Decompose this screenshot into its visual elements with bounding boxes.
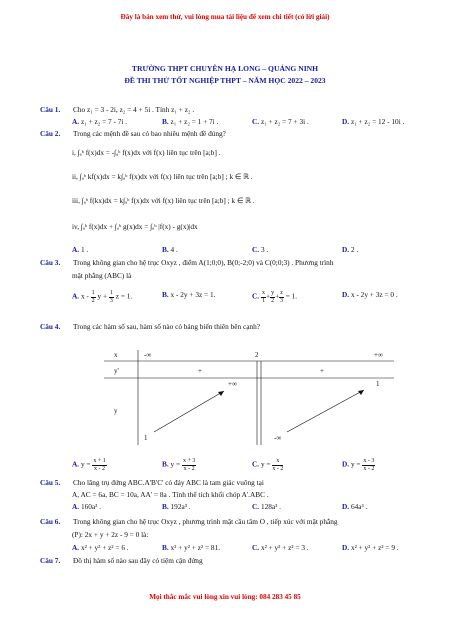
question-label: Câu 6. bbox=[40, 517, 61, 526]
option-a: z₁ + z₂ = 7 - 7i . bbox=[80, 117, 128, 126]
statement-iv: iv, ∫ₐᵇ f(x)dx + ∫ₐᵇ g(x)dx = ∫ₐᵇ |f(x) - g(x)|dx bbox=[72, 222, 198, 231]
statement-iii: iii, ∫ₐᵇ f(kx)dx = k∫ₐᵇ f(x)dx với f(x) liên tục trên [a;b] ; k ∈ ℝ . bbox=[72, 196, 255, 205]
row-label-yprime: y' bbox=[114, 367, 119, 375]
question-5-text2: A, AC = 6a, BC = 10a, AA' = 8a . Tính thể tích khối chóp A'.ABC . bbox=[72, 490, 269, 499]
option-d: 2 . bbox=[350, 245, 359, 254]
option-c: z₁ + z₂ = 7 + 3i . bbox=[260, 117, 309, 126]
footer-contact: Mọi thắc mắc vui lòng xin vui lòng: 084 283 45 85 bbox=[149, 593, 301, 601]
option-b: x - 2y + 3z = 1. bbox=[170, 290, 216, 299]
option-c: x² + y² + z² = 3 . bbox=[260, 543, 309, 552]
option-b: z₁ + z₂ = 1 + 7i . bbox=[170, 117, 219, 126]
statement-ii: ii, ∫ₐᵇ kf(x)dx = k∫ₐᵇ f(x)dx với f(x) liên tục trên [a;b] ; k ∈ ℝ . bbox=[72, 172, 253, 181]
question-3 bbox=[40, 258, 333, 267]
question-label: Câu 5. bbox=[40, 478, 61, 487]
option-d: $\frac{x - 3}{x - 2}$ bbox=[363, 458, 375, 472]
x-value: +∞ bbox=[374, 351, 383, 359]
option-d: z₁ + z₂ = 12 - 10i . bbox=[350, 117, 405, 126]
x-value: 2 bbox=[255, 351, 259, 359]
option-a: 160a³ . bbox=[80, 502, 101, 511]
y-value: 1 bbox=[144, 434, 148, 442]
question-text: Trong không gian cho hệ trục Oxyz , phương trình mặt cầu tâm O , tiếp xúc với mặt phẳng bbox=[73, 517, 338, 526]
option-a: x² + y² + z² = 6 . bbox=[80, 543, 129, 552]
question-text: Cho lăng trụ đứng ABC.A'B'C' có đáy ABC là tam giác vuông tại bbox=[73, 478, 264, 487]
exam-title: ĐỀ THI THỬ TỐT NGHIỆP THPT – NĂM HỌC 2022 – 2023 bbox=[124, 76, 326, 85]
question-text: Cho z₁ = 3 - 2i, z₂ = 4 + 5i . Tính z₁ + z₂ . bbox=[73, 105, 195, 114]
question-6 bbox=[40, 517, 338, 526]
school-title: TRƯỜNG THPT CHUYÊN HẠ LONG – QUẢNG NINH bbox=[131, 64, 319, 73]
row-label-y: y bbox=[114, 407, 118, 415]
question-1 bbox=[40, 105, 194, 114]
option-d: 64a³ . bbox=[350, 502, 368, 511]
option-c: = 1. bbox=[285, 291, 298, 301]
option-a: $\frac{x + 1}{x - 2}$ bbox=[93, 458, 106, 472]
option-d: x² + y² + z² = 9 . bbox=[350, 543, 399, 552]
variation-table bbox=[104, 350, 394, 445]
question-label: Câu 1. bbox=[40, 105, 61, 114]
sign: + bbox=[198, 367, 202, 375]
y-value: +∞ bbox=[228, 380, 237, 388]
question-text: Trong các hàm số sau, hàm số nào có bảng biến thiên bên cạnh? bbox=[73, 322, 260, 331]
question-5 bbox=[40, 478, 264, 487]
question-label: Câu 7. bbox=[40, 556, 61, 565]
option-b: 192a³ . bbox=[170, 502, 191, 511]
row-label-x: x bbox=[114, 351, 118, 359]
sign: + bbox=[320, 367, 324, 375]
option-a: 1 . bbox=[80, 245, 89, 254]
y-value: 1 bbox=[376, 380, 380, 388]
y-value: -∞ bbox=[274, 434, 282, 442]
option-b: $\frac{x + 3}{x - 2}$ bbox=[182, 458, 196, 472]
option-a: z = 1. bbox=[115, 291, 133, 301]
question-2 bbox=[40, 129, 226, 138]
question-3-text2: mặt phẳng (ABC) là bbox=[72, 271, 132, 280]
question-text: Trong các mệnh đề sau có bao nhiêu mệnh đề đúng? bbox=[73, 129, 226, 138]
option-c: 128a³ . bbox=[260, 502, 281, 511]
option-b: 4 . bbox=[170, 245, 178, 254]
question-label: Câu 2. bbox=[40, 129, 61, 138]
preview-notice: Đây là bản xem thử, vui lòng mua tài liệu để xem chi tiết (có lời giải) bbox=[120, 13, 330, 21]
question-6-text2: (P): 2x + y + 2z - 9 = 0 là: bbox=[72, 530, 149, 539]
option-c: 3 . bbox=[260, 245, 269, 254]
question-text: Đồ thị hàm số nào sau đây có tiệm cận đứng bbox=[73, 556, 203, 565]
question-label: Câu 4. bbox=[40, 322, 61, 331]
question-text: Trong không gian cho hệ trục Oxyz , điểm A(1;0;0), B(0;-2;0) và C(0;0;3) . Phương trình bbox=[73, 258, 334, 267]
option-d: x - 2y + 3z = 0 . bbox=[350, 290, 398, 299]
option-c: $\frac{x}{x - 2}$ bbox=[272, 458, 284, 472]
x-value: -∞ bbox=[144, 351, 152, 359]
option-b: x² + y² + z² = 81. bbox=[170, 543, 221, 552]
question-7 bbox=[40, 556, 203, 565]
statement-i: i, ∫ₐᵇ f(x)dx = -∫ₐᵇ f(x)dx với f(x) liên tục trên [a;b] . bbox=[72, 148, 221, 157]
question-label: Câu 3. bbox=[40, 258, 61, 267]
question-4 bbox=[40, 322, 260, 331]
